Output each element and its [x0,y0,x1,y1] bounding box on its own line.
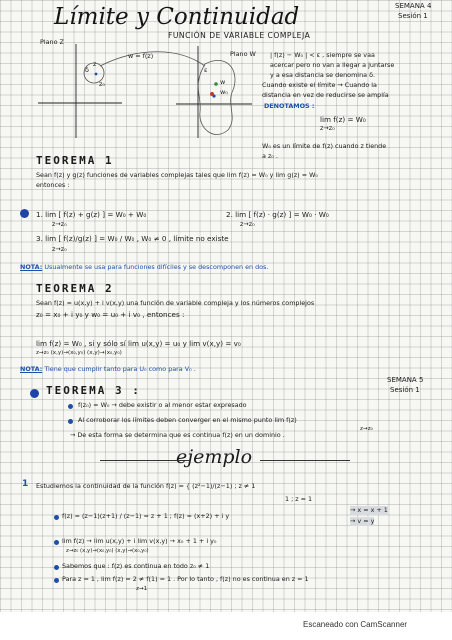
limit-expression: lim f(z) = W₀ [320,115,366,124]
teorema-1-intro-2: entonces : [36,181,70,189]
teorema-3-line-2-sub: z→z₀ [360,426,373,432]
teorema-1-sub-1: z→z₀ [52,220,67,228]
nota-2 [20,365,196,374]
ejemplo-number: 1 [22,479,29,489]
def-note-1: W₀ es un límite de f(z) cuando z tiende [262,142,387,150]
def-line-5: distancia en vez de reducirse se amplía [262,91,389,99]
ejemplo-step-4-sub: z→1 [136,586,148,592]
semana-5-label: SEMANA 5 [387,376,424,384]
teorema-2-heading: TEOREMA 2 [36,282,114,295]
bullet-icon [54,578,59,583]
teorema-2-sub-3: z→z₀ (x,y)→(x₀,y₀) (x,y)→(x₀,y₀) [36,350,122,356]
bullet-icon [54,540,59,545]
nota-2-text: Tiene que cumplir tanto para U₀ como para V₀ . [44,365,196,373]
teorema-1-item-2: 2. lim [ f(z) · g(z) ] = W₀ · W₀ [226,210,329,219]
nota-1-label: NOTA: [20,263,43,271]
teorema-3-line-3: → De esta forma se determina que es continua f(z) en un dominio . [70,431,285,439]
ejemplo-case-2: 1 ; z = 1 [285,495,313,503]
bullet-icon [54,565,59,570]
ejemplo-step-2-sub: z→z₀ (x,y)→(x₀,y₀) (x,y)→(x₀,y₀) [66,548,149,554]
scanner-footer [0,612,452,640]
def-line-3: y a esa distancia se denomina δ. [270,71,376,79]
teorema-1-intro: Sean f(z) y g(z) funciones de variables complejas tales que lim f(z) = W₀ y lim g(z) = W₀ [36,171,318,179]
teorema-1-heading: TEOREMA 1 [36,154,114,167]
limit-subscript: z→z₀ [320,124,335,132]
bullet-icon [68,404,73,409]
def-line-2: acercar pero no van a llegar a juntarse [270,61,395,69]
teorema-3-line-1: f(z₀) = W₀ → debe existir o al menor estar expresado [78,401,247,409]
item-marker-icon [20,209,29,218]
teorema-3-heading: TEOREMA 3 : [46,384,141,397]
w0-label: w₀ [220,88,228,96]
delta-label: δ [85,66,89,74]
nota-1-text: Usualmente se usa para funciones difíciles y se descomponen en dos. [44,263,269,271]
ejemplo-step-4: Para z = 1 , lim f(z) = 2 ≠ f(1) = 1 . Por lo tanto , f(z) no es continua en z = 1 [62,575,309,583]
bullet-icon [68,419,73,424]
teorema-1-item-3: 3. lim [ f(z)/g(z) ] = W₀ / W₀ , W₀ ≠ 0 , límite no existe [36,234,229,243]
ejemplo-underline-right [260,460,350,461]
nota-2-label: NOTA: [20,365,43,373]
def-line-4: Cuando existe el límite → Cuando la [262,81,377,89]
def-line-1: | f(z) − W₀ | < ε , siempre se vaa [270,51,375,59]
w-label: w [220,78,226,86]
subtitle: FUNCIÓN DE VARIABLE COMPLEJA [168,31,311,40]
nota-1 [20,263,268,272]
semana-label: SEMANA 4 [395,2,432,10]
ejemplo-underline-left [100,460,190,461]
teorema-3-line-2: Al corroborar los límites deben converger en el mismo punto lim f(z) [78,416,297,424]
page-title: Límite y Continuidad [54,4,300,30]
teorema-2-line-3: lim f(z) = W₀ , si y sólo sí lim u(x,y) = u₀ y lim v(x,y) = v₀ [36,339,241,348]
teorema-2-line-2: z₀ = x₀ + i y₀ y w₀ = u₀ + i v₀ , entonces : [36,310,185,319]
teorema-1-item-1: 1. lim [ f(z) + g(z) ] = W₀ + W₀ [36,210,147,219]
ejemplo-heading: ejemplo [176,446,253,468]
teorema-3-marker-icon [30,389,39,398]
ejemplo-step-2: lim f(z) → lim u(x,y) + i lim v(x,y) → x₀ + 1 + i y₀ [62,537,217,545]
denotamos-label: DENOTAMOS : [264,102,315,110]
bullet-icon [54,515,59,520]
sesion-1-label-2: Sesión 1 [390,386,420,394]
z-label: z [93,60,97,68]
ejemplo-step-1: f(z) = (z−1)(z+1) / (z−1) = z + 1 ; f(z) = (x+2) + i y [62,512,230,520]
def-note-2: a z₀ . [262,152,278,160]
ejemplo-step-1-v: → v = y [350,517,375,525]
scanner-watermark: Escaneado con CamScanner [303,620,408,629]
teorema-1-sub-2: z→z₀ [240,220,255,228]
sesion-label: Sesión 1 [398,12,428,20]
plano-z-label: Plano Z [40,38,64,46]
w-equals-fz: w = f(z) [128,52,154,60]
teorema-2-line-1: Sean f(z) = u(x,y) + i v(x,y) una función de variable compleja y los números complejos [36,299,315,307]
ejemplo-step-1-u: → x = x + 1 [350,506,388,514]
ejemplo-statement: Estudiemos la continuidad de la función f(z) = { (z²−1)/(z−1) ; z ≠ 1 [36,482,256,490]
teorema-1-sub-3: z→z₀ [52,245,67,253]
ejemplo-step-3: Sabemos que : f(z) es continua en todo z₀ ≠ 1 [62,562,210,570]
plano-w-label: Plano W [230,50,256,58]
epsilon-label: ε [204,66,208,74]
z0-label: z₀ [99,80,105,88]
